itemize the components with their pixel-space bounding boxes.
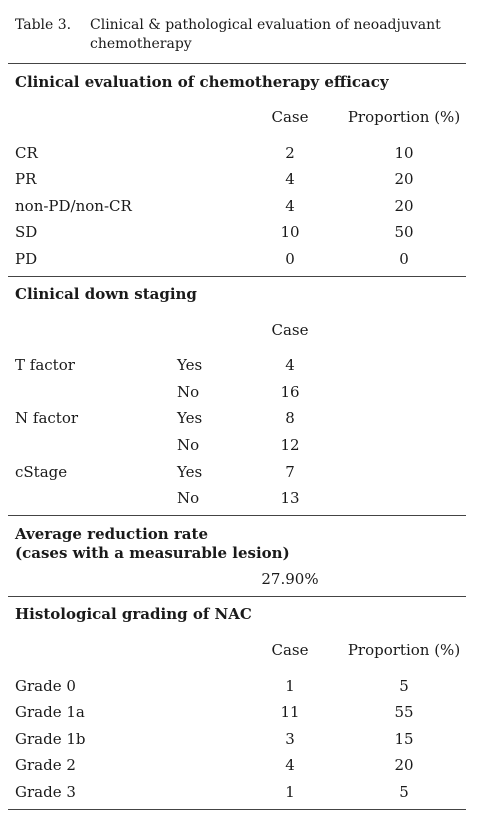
efficacy-case-header: Case <box>271 108 309 126</box>
row-case: 11 <box>280 703 300 721</box>
row-case: 4 <box>285 170 295 188</box>
row-case: 4 <box>285 197 295 215</box>
row-case: 4 <box>285 356 295 374</box>
row-case: 7 <box>285 463 295 481</box>
row-proportion: 20 <box>394 197 414 215</box>
row-case: 16 <box>280 383 300 401</box>
row-label: Grade 1a <box>15 703 85 721</box>
row-case: 4 <box>285 756 295 774</box>
section-reduction-title: Average reduction rate <box>15 525 208 543</box>
row-proportion: 20 <box>394 170 414 188</box>
row-answer: No <box>177 436 200 454</box>
row-label: SD <box>15 223 38 241</box>
row-case: 1 <box>285 783 295 801</box>
row-proportion: 50 <box>394 223 414 241</box>
section-histology-title: Histological grading of NAC <box>15 605 252 623</box>
row-case: 8 <box>285 409 295 427</box>
row-label: Grade 3 <box>15 783 76 801</box>
row-case: 1 <box>285 677 295 695</box>
efficacy-proportion-header: Proportion (%) <box>347 108 461 126</box>
row-proportion: 15 <box>394 730 414 748</box>
row-answer: No <box>177 383 200 401</box>
table-title: Clinical & pathological evaluation of neoadjuvant chemotherapy <box>90 17 441 52</box>
row-label: PR <box>15 170 37 188</box>
row-case: 2 <box>285 144 295 162</box>
section-rule <box>8 596 466 597</box>
row-proportion: 20 <box>394 756 414 774</box>
bottom-rule <box>8 809 466 810</box>
section-rule <box>8 515 466 516</box>
row-label: Grade 2 <box>15 756 76 774</box>
row-proportion: 5 <box>399 783 409 801</box>
top-rule <box>8 63 466 64</box>
reduction-rate-value: 27.90% <box>261 570 319 588</box>
row-case: 3 <box>285 730 295 748</box>
row-proportion: 5 <box>399 677 409 695</box>
row-label: non-PD/non-CR <box>15 197 132 215</box>
row-proportion: 55 <box>394 703 414 721</box>
row-label: Grade 0 <box>15 677 76 695</box>
row-proportion: 10 <box>394 144 414 162</box>
downstaging-case-header: Case <box>271 321 309 339</box>
table-number: Table 3. <box>15 17 72 33</box>
row-factor: N factor <box>15 409 79 427</box>
row-label: Grade 1b <box>15 730 86 748</box>
row-case: 12 <box>280 436 300 454</box>
histology-case-header: Case <box>271 641 309 659</box>
section-efficacy-title: Clinical evaluation of chemotherapy efficacy <box>15 73 389 91</box>
row-answer: Yes <box>177 463 203 481</box>
row-case: 10 <box>280 223 300 241</box>
row-label: PD <box>15 250 38 268</box>
table-caption <box>15 16 470 54</box>
row-case: 0 <box>285 250 295 268</box>
histology-proportion-header: Proportion (%) <box>347 641 461 659</box>
row-answer: Yes <box>177 356 203 374</box>
row-proportion: 0 <box>399 250 409 268</box>
row-answer: No <box>177 489 200 507</box>
section-rule <box>8 276 466 277</box>
row-factor: cStage <box>15 463 68 481</box>
row-case: 13 <box>280 489 300 507</box>
section-reduction-subtitle: (cases with a measurable lesion) <box>15 544 290 562</box>
row-label: CR <box>15 144 38 162</box>
row-answer: Yes <box>177 409 203 427</box>
section-downstaging-title: Clinical down staging <box>15 285 197 303</box>
row-factor: T factor <box>15 356 75 374</box>
